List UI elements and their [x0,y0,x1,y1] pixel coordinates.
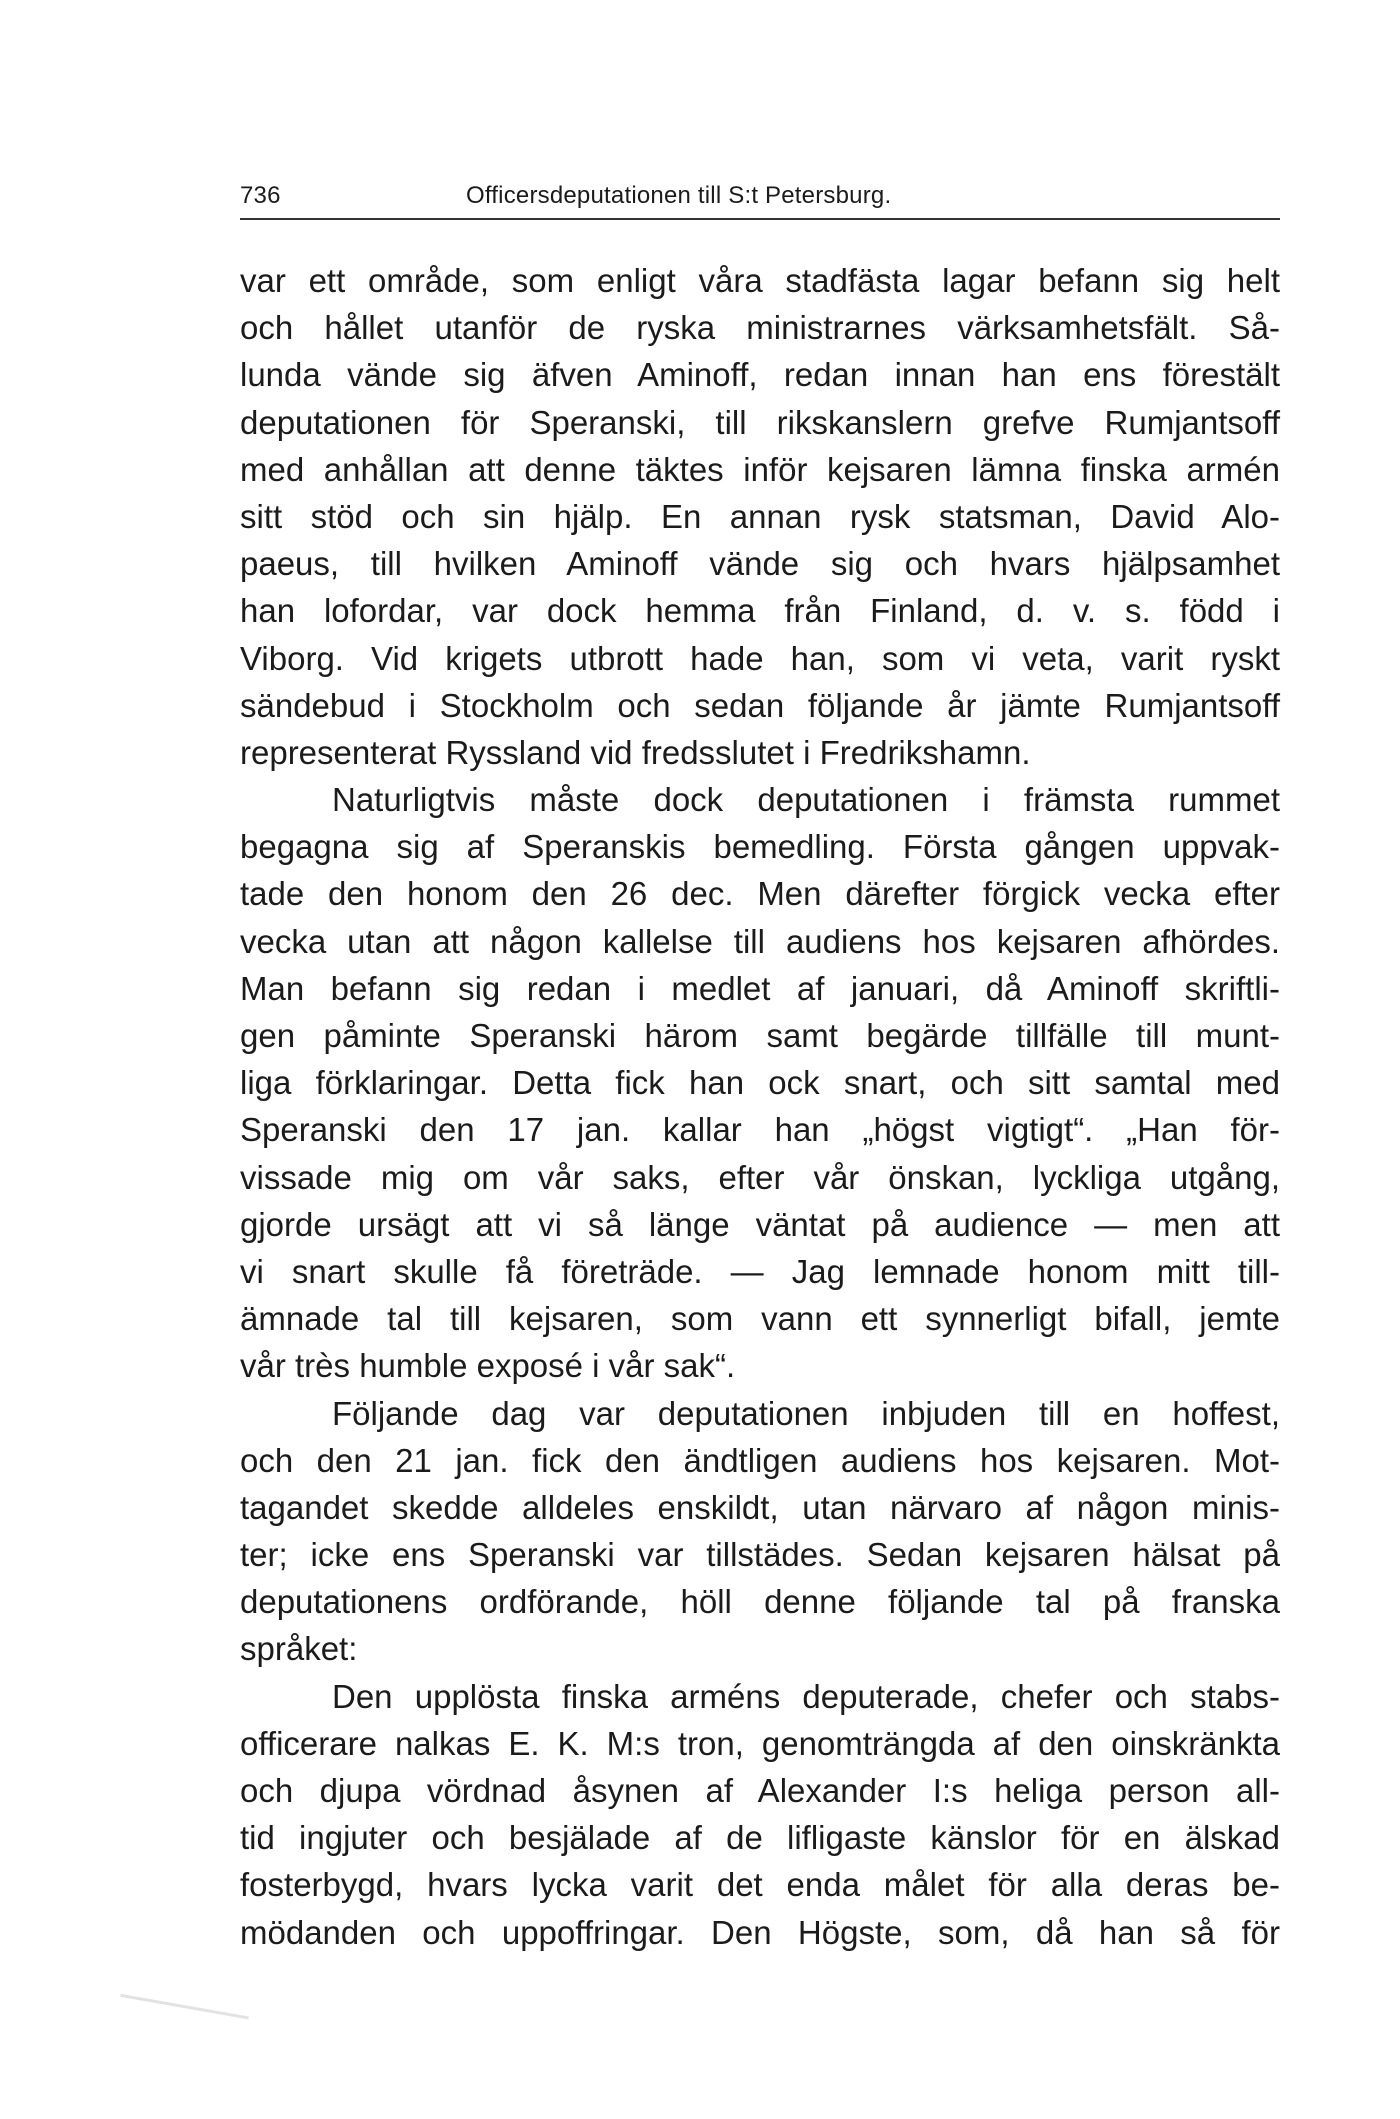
text-line: representerat Ryssland vid fredsslutet i Fredrikshamn. [240,733,1031,771]
text-line: vecka utan att någon kallelse till audiens hos kejsaren afhördes. [240,922,1280,960]
text-line: tid ingjuter och besjälade af de lifligaste känslor för en älskad [240,1819,1280,1857]
text-line: gen påminte Speranski härom samt begärde tillfälle till munt- [240,1017,1280,1054]
text-line: Man befann sig redan i medlet af januari, då Aminoff skriftli- [240,969,1280,1007]
text-line: begagna sig af Speranskis bemedling. Första gången uppvak- [240,828,1280,866]
text-line: tagandet skedde alldeles enskildt, utan närvaro af någon minis- [240,1488,1280,1526]
text-line: paeus, till hvilken Aminoff vände sig och hvars hjälpsamhet [240,545,1280,583]
text-line: ter; icke ens Speranski var tillstädes. Sedan kejsaren hälsat på [240,1536,1280,1574]
text-line: och den 21 jan. fick den ändtligen audiens hos kejsaren. Mot- [240,1441,1280,1479]
text-line: Viborg. Vid krigets utbrott hade han, som vi veta, varit ryskt [240,639,1280,677]
text-line: vi snart skulle få företräde. — Jag lemnade honom mitt till- [240,1252,1280,1290]
text-line: lunda vände sig äfven Aminoff, redan innan han ens förestält [240,356,1280,394]
text-line: var ett område, som enligt våra stadfästa lagar befann sig helt [240,262,1280,299]
text-line: fosterbygd, hvars lycka varit det enda målet för alla deras be- [240,1866,1280,1904]
body-text [240,257,1280,1956]
text-line: deputationens ordförande, höll denne följande tal på franska [240,1583,1280,1621]
text-line: tade den honom den 26 dec. Men därefter förgick vecka efter [240,875,1280,913]
text-line: vissade mig om vår saks, efter vår önskan, lyckliga utgång, [240,1158,1280,1196]
text-line: Den upplösta finska arméns deputerade, chefer och stabs- [332,1677,1280,1715]
text-line: Naturligtvis måste dock deputationen i främsta rummet [332,781,1280,819]
text-line: Speranski den 17 jan. kallar han „högst vigtigt“. „Han för- [240,1111,1280,1149]
text-line: officerare nalkas E. K. M:s tron, genomträngda af den oinskränkta [240,1724,1280,1762]
text-line: och hållet utanför de ryska ministrarnes värksamhetsfält. Så- [240,309,1280,347]
text-line: sitt stöd och sin hjälp. En annan rysk statsman, David Alo- [240,497,1280,535]
text-line: ämnade tal till kejsaren, som vann ett synnerligt bifall, jemte [240,1300,1280,1338]
text-line: sändebud i Stockholm och sedan följande år jämte Rumjantsoff [240,686,1280,724]
text-line: och djupa vördnad åsynen af Alexander I:s heliga person all- [240,1772,1280,1809]
header-rule [240,218,1280,220]
text-line: vår très humble exposé i vår sak“. [240,1347,736,1385]
text-line: språket: [240,1630,358,1668]
text-line: han lofordar, var dock hemma från Finland, d. v. s. född i [240,592,1280,630]
text-line: med anhållan att denne täktes inför kejsaren lämna finska armén [240,450,1280,488]
text-line: gjorde ursägt att vi så länge väntat på audience — men att [240,1205,1280,1243]
scan-artifact [117,1994,249,2037]
text-line: Följande dag var deputationen inbjuden till en hoffest, [332,1394,1280,1432]
text-line: liga förklaringar. Detta fick han ock snart, och sitt samtal med [240,1064,1280,1102]
text-line: mödanden och uppoffringar. Den Högste, som, då han så för [240,1913,1280,1951]
page-header [240,176,1280,216]
page-number: 736 [240,182,281,209]
text-line: deputationen för Speranski, till rikskanslern grefve Rumjantsoff [240,403,1280,441]
running-title: Officersdeputationen till S:t Petersburg. [466,182,892,209]
